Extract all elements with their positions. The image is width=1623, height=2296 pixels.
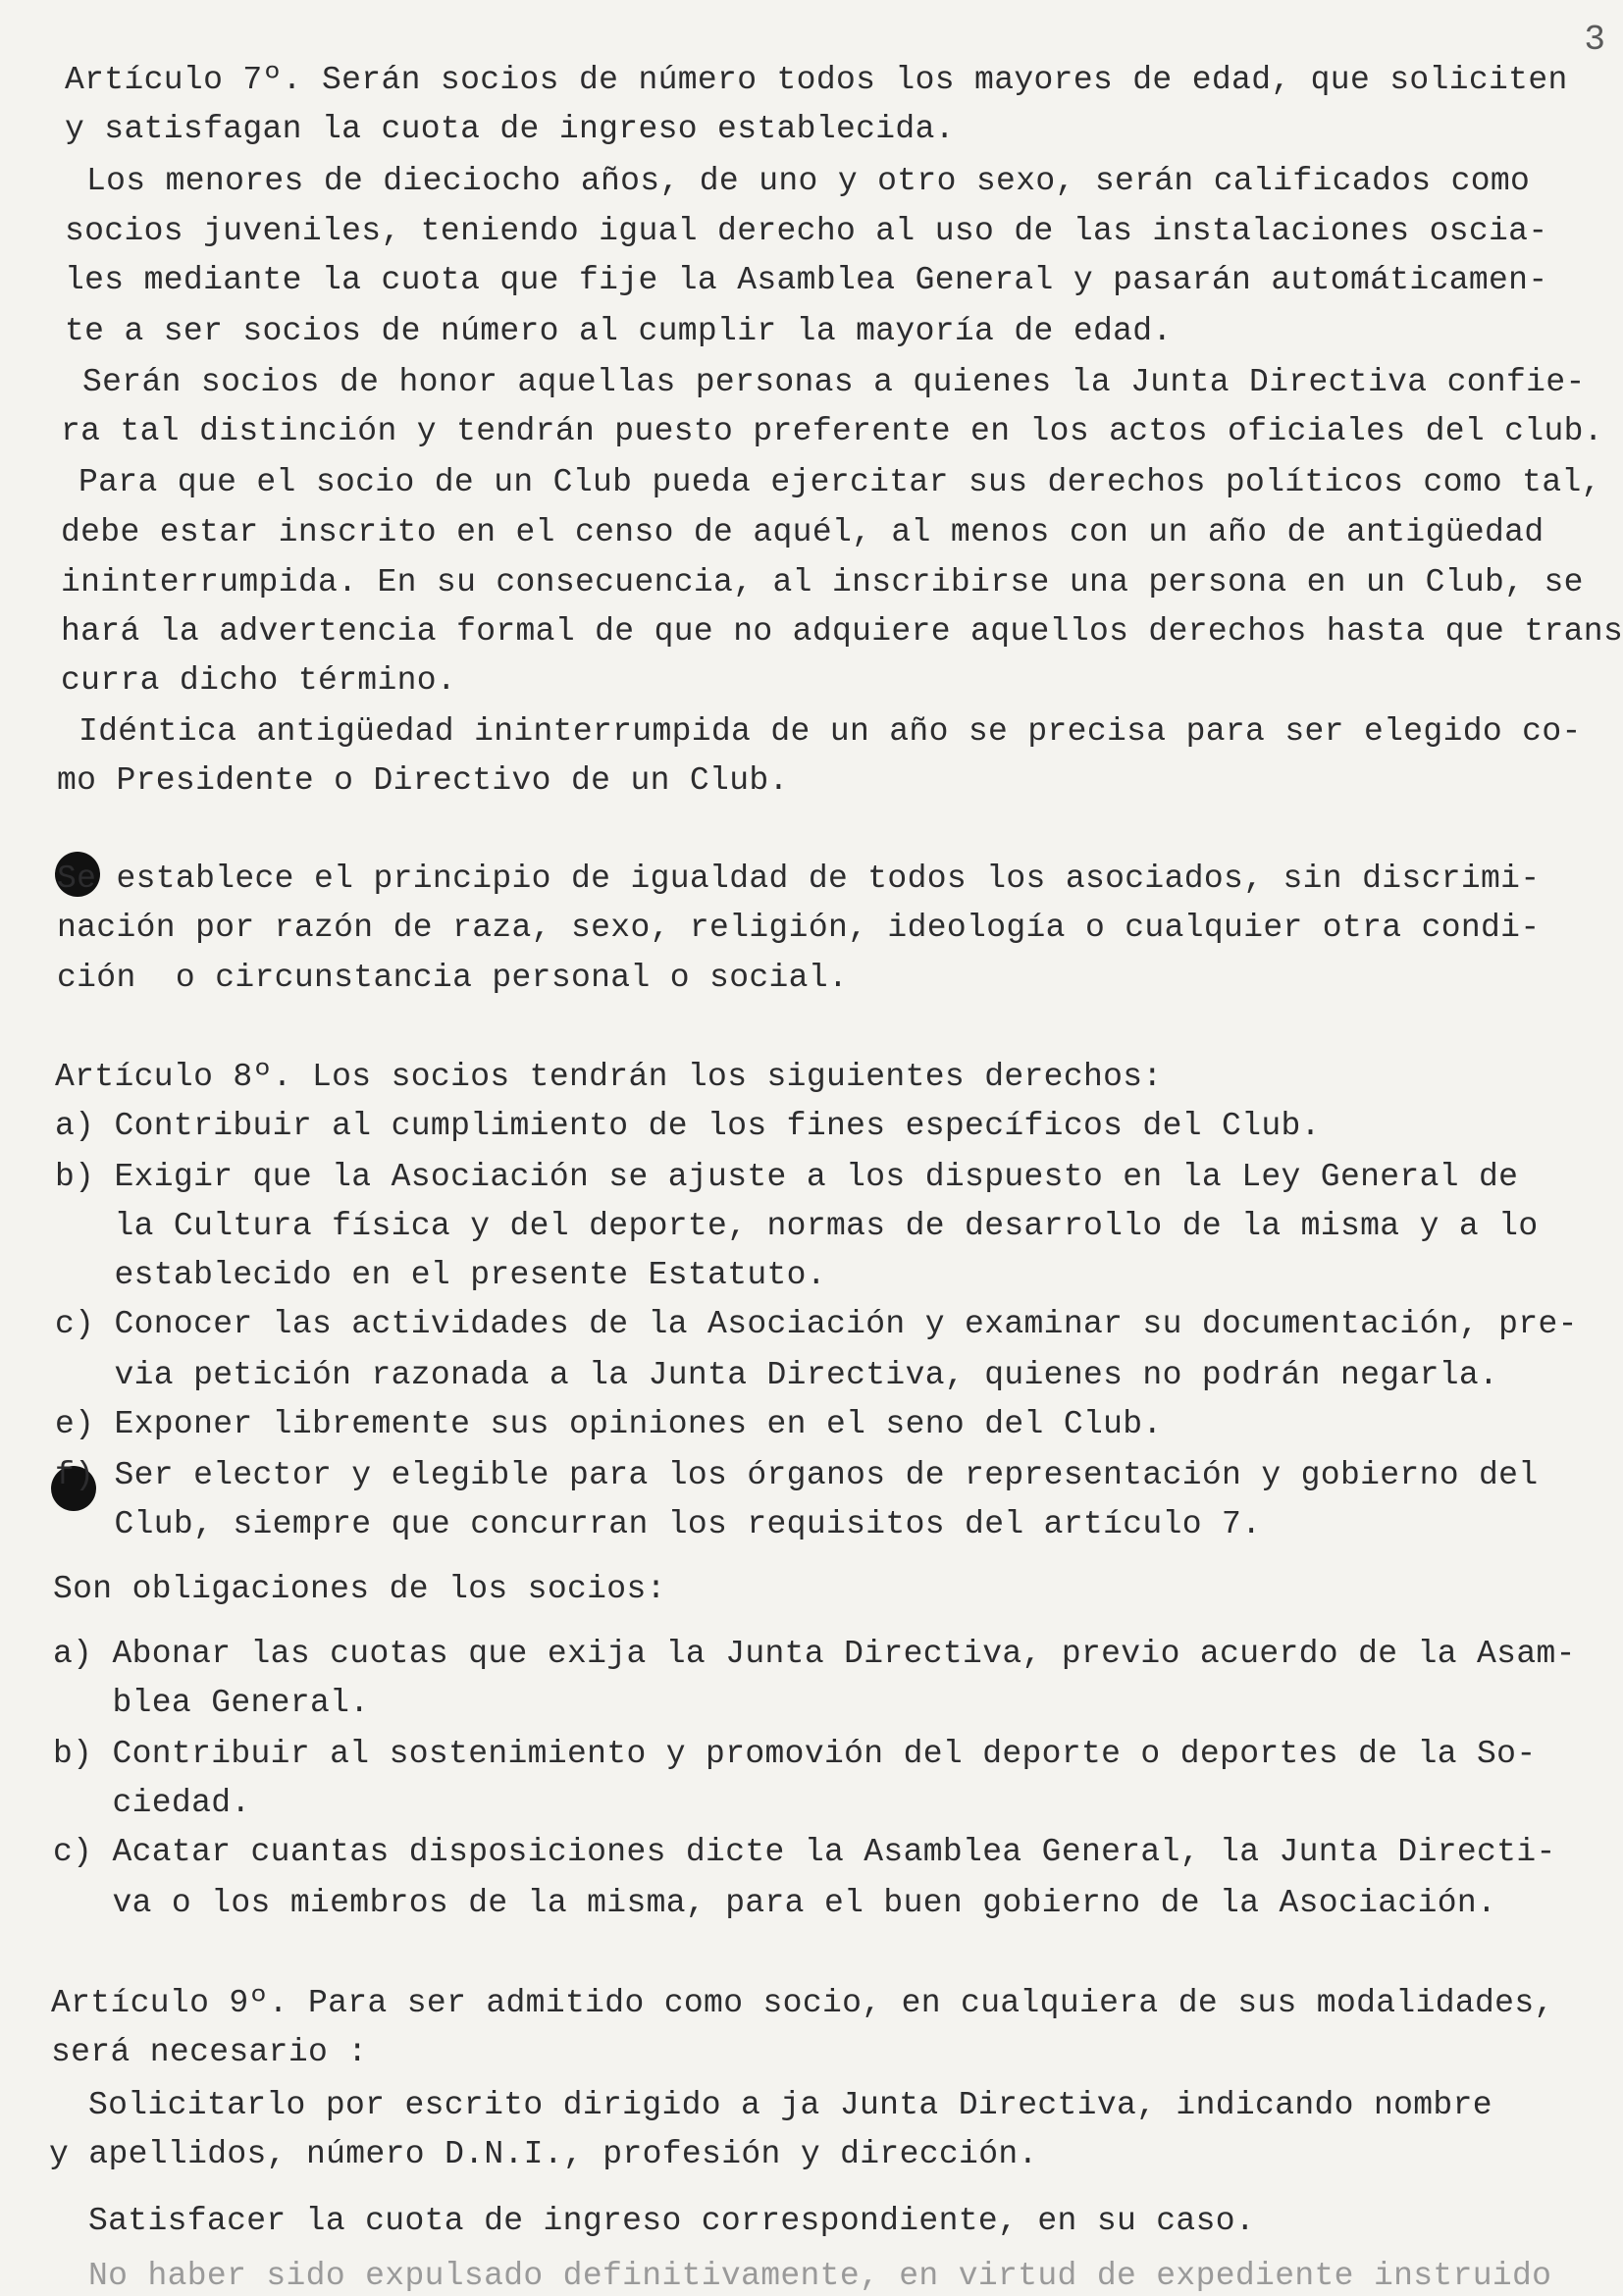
text-line: Artículo 9º. Para ser admitido como socio, en cualquiera de sus modalidades, [51,1985,1554,2021]
text-line: Son obligaciones de los socios: [53,1571,666,1607]
text-line: f) Ser elector y elegible para los órganos de representación y gobierno del [55,1457,1539,1493]
page-number: 3 [1584,20,1605,60]
text-line: a) Contribuir al cumplimiento de los fines específicos del Club. [55,1108,1321,1144]
text-line: ininterrumpida. En su consecuencia, al inscribirse una persona en un Club, se [61,564,1584,600]
text-line: ciedad. [53,1785,251,1821]
text-line: No haber sido expulsado definitivamente, en virtud de expediente instruido [88,2258,1552,2294]
text-line: Para que el socio de un Club pueda ejercitar sus derechos políticos como tal, [79,464,1601,500]
text-line: les mediante la cuota que fije la Asamblea General y pasarán automáticamen- [65,262,1548,298]
text-line: te a ser socios de número al cumplir la mayoría de edad. [65,313,1173,349]
text-line: Artículo 7º. Serán socios de número todos los mayores de edad, que soliciten [65,62,1568,98]
text-line: ra tal distinción y tendrán puesto preferente en los actos oficiales del club. [61,413,1603,449]
text-line: b) Contribuir al sostenimiento y promovión del deporte o deportes de la So- [53,1736,1537,1772]
text-line: mo Presidente o Directivo de un Club. [57,762,789,799]
text-line: e) Exponer libremente sus opiniones en el seno del Club. [55,1406,1163,1442]
text-line: será necesario : [51,2034,368,2070]
text-line: nación por razón de raza, sexo, religión, ideología o cualquier otra condi- [57,910,1541,946]
text-line: y satisfagan la cuota de ingreso establecida. [65,111,955,147]
text-line: Artículo 8º. Los socios tendrán los siguientes derechos: [55,1059,1163,1095]
text-line: a) Abonar las cuotas que exija la Junta Directiva, previo acuerdo de la Asam- [53,1636,1576,1672]
text-line: la Cultura física y del deporte, normas de desarrollo de la misma y a lo [55,1208,1539,1244]
text-line: Se establece el principio de igualdad de todos los asociados, sin discrimi- [57,861,1541,897]
text-line: blea General. [53,1685,370,1721]
text-line: c) Acatar cuantas disposiciones dicte la Asamblea General, la Junta Directi- [53,1834,1556,1870]
text-line: socios juveniles, teniendo igual derecho al uso de las instalaciones oscia- [65,213,1548,249]
text-line: Serán socios de honor aquellas personas a quienes la Junta Directiva confie- [82,364,1586,400]
text-line: va o los miembros de la misma, para el buen gobierno de la Asociación. [53,1885,1497,1921]
text-line: Club, siempre que concurran los requisitos del artículo 7. [55,1506,1262,1542]
text-line: y apellidos, número D.N.I., profesión y dirección. [49,2136,1038,2172]
text-line: Solicitarlo por escrito dirigido a ja Junta Directiva, indicando nombre [88,2087,1492,2123]
text-line: hará la advertencia formal de que no adquiere aquellos derechos hasta que trans [61,613,1623,650]
text-line: establecido en el presente Estatuto. [55,1257,826,1293]
text-line: via petición razonada a la Junta Directiva, quienes no podrán negarla. [55,1357,1499,1393]
text-line: curra dicho término. [61,662,457,699]
text-line: Los menores de dieciocho años, de uno y otro sexo, serán calificados como [86,163,1531,199]
text-line: Idéntica antigüedad ininterrumpida de un año se precisa para ser elegido co- [79,713,1582,750]
text-line: c) Conocer las actividades de la Asociación y examinar su documentación, pre- [55,1306,1578,1342]
text-line: b) Exigir que la Asociación se ajuste a los dispuesto en la Ley General de [55,1159,1519,1195]
text-line: Satisfacer la cuota de ingreso correspondiente, en su caso. [88,2203,1256,2239]
text-line: debe estar inscrito en el censo de aquél, al menos con un año de antigüedad [61,514,1544,550]
text-line: ción o circunstancia personal o social. [57,960,849,996]
